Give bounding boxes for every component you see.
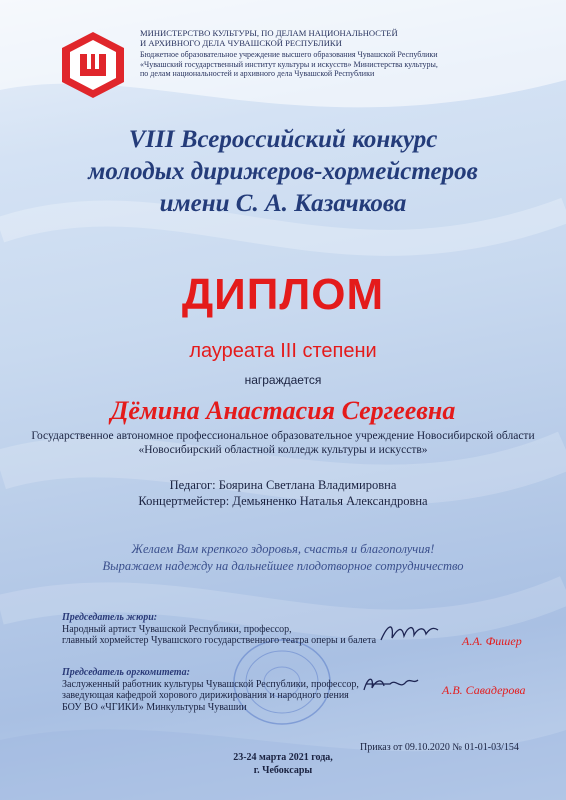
orgcommittee-heading: Председатель оргкомитета: xyxy=(62,667,190,678)
orgcommittee-chair-name: А.В. Савадерова xyxy=(442,683,526,697)
contest-title-line-1: VIII Всероссийский конкурс xyxy=(128,126,438,153)
ministry-line-2: И АРХИВНОГО ДЕЛА ЧУВАШСКОЙ РЕСПУБЛИКИ xyxy=(140,38,342,48)
jury-chair-name: А.А. Фишер xyxy=(462,634,522,648)
orgcommittee-signature xyxy=(360,672,422,698)
diploma-heading: ДИПЛОМ xyxy=(181,270,385,319)
institution-line-2: «Новосибирский областной колледж культуры и искусств» xyxy=(138,444,428,456)
recipient-institution xyxy=(20,429,546,457)
contest-title-line-3: имени С. А. Казачкова xyxy=(159,190,407,217)
awarded-label: награждается xyxy=(244,373,322,387)
header-block xyxy=(140,28,540,79)
accompanist: Концертмейстер: Демьяненко Наталья Александровна xyxy=(138,494,428,508)
wishes-line-2: Выражаем надежду на дальнейшее плодотворное сотрудничество xyxy=(102,559,464,573)
institution-header-line-3: по делам национальностей и архивного дела Чувашской Республики xyxy=(140,69,375,78)
orgcommittee-line-2: заведующая кафедрой хорового дирижирования и народного пения xyxy=(62,690,349,701)
wishes-line-1: Желаем Вам крепкого здоровья, счастья и благополучия! xyxy=(131,542,435,556)
staff-block xyxy=(0,477,566,509)
orgcommittee-chair-block xyxy=(62,667,359,713)
institution-header-line-1: Бюджетное образовательное учреждение высшего образования Чувашской Республики xyxy=(140,50,438,59)
orgcommittee-line-3: БОУ ВО «ЧГИКИ» Минкультуры Чувашии xyxy=(62,701,247,713)
teacher: Педагог: Боярина Светлана Владимировна xyxy=(169,478,397,492)
recipient-name: Дёмина Анастасия Сергеевна xyxy=(110,396,456,425)
institute-logo-icon xyxy=(58,30,128,100)
jury-line-2: главный хормейстер Чувашского государственного театра оперы и балета xyxy=(62,635,377,646)
jury-line-1: Народный артист Чувашской Республики, профессор, xyxy=(62,623,292,635)
event-date: 23-24 марта 2021 года, xyxy=(233,752,333,763)
date-place xyxy=(0,751,566,777)
jury-signature xyxy=(378,618,440,646)
order-number: Приказ от 09.10.2020 № 01-01-03/154 xyxy=(360,742,519,753)
wishes-block xyxy=(0,541,566,575)
ministry-line-1: МИНИСТЕРСТВО КУЛЬТУРЫ, ПО ДЕЛАМ НАЦИОНАЛЬНОСТЕЙ xyxy=(140,28,398,38)
institution-header-line-2: «Чувашский государственный институт культуры и искусств» Министерства культуры, xyxy=(140,59,438,69)
orgcommittee-line-1: Заслуженный работник культуры Чувашской Республики, профессор, xyxy=(62,678,359,690)
jury-heading: Председатель жюри: xyxy=(62,612,158,623)
jury-chair-block xyxy=(62,612,376,647)
institution-line-1: Государственное автономное профессиональное образовательное учреждение Новосибирской области xyxy=(31,430,535,442)
contest-title xyxy=(0,124,566,220)
contest-title-line-2: молодых дирижеров-хормейстеров xyxy=(88,158,478,185)
event-city: г. Чебоксары xyxy=(253,765,313,776)
laureate-degree: лауреата III степени xyxy=(189,340,377,362)
